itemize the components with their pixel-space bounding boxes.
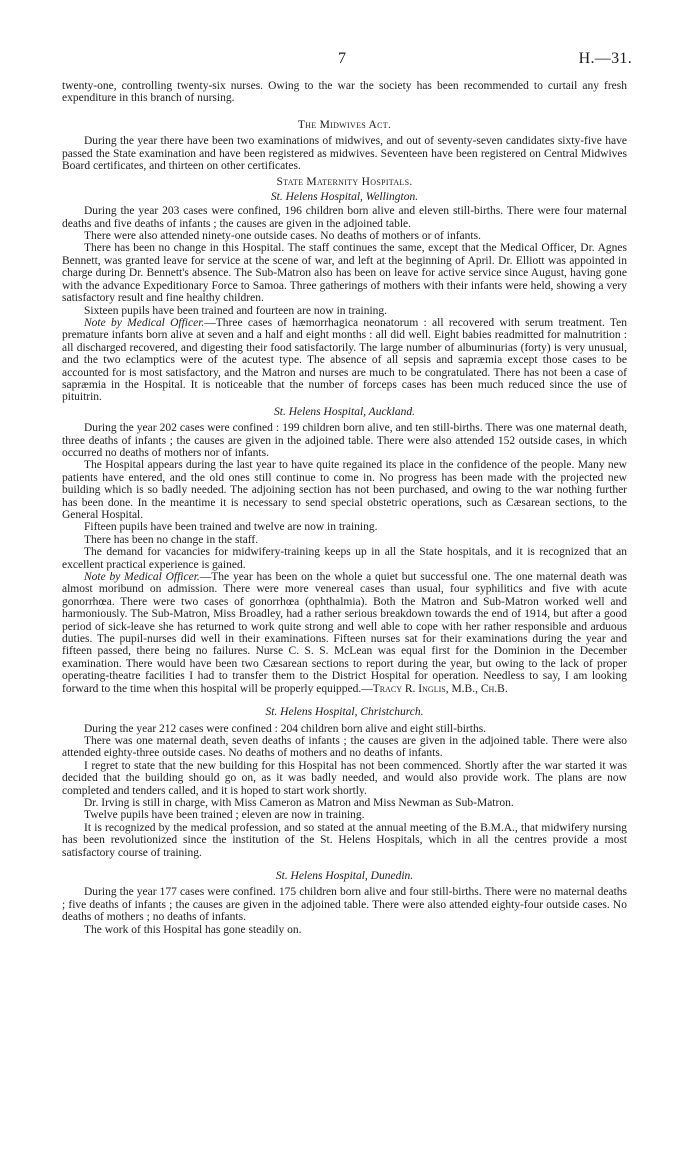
midwives-act-paragraph: During the year there have been two examinations of midwives, and out of seventy-seven candidates sixty-five have passed the State examination and have been registered as midwives. Seventeen have been registered on Central Midwives Board certificates, and thirteen on other certificates.: [62, 135, 627, 173]
medical-officer-signature: Tracy R. Inglis, M.B., Ch.B.: [372, 682, 508, 695]
wellington-medical-note: [62, 317, 627, 404]
auckland-paragraph: There has been no change in the staff.: [84, 533, 259, 546]
wellington-section: [62, 191, 627, 404]
auckland-medical-note: [62, 571, 627, 695]
dunedin-paragraph: The work of this Hospital has gone steadily on.: [84, 923, 302, 936]
christchurch-paragraph: It is recognized by the medical profession, and so stated at the annual meeting of the B.M.A., that midwifery nursing has been revolutionized since the institution of the St. Helens Hospitals, which in all the centres provide a most satisfactory course of training.: [62, 821, 627, 859]
christchurch-paragraph: Dr. Irving is still in charge, with Miss Cameron as Matron and Miss Newman as Sub-Matron.: [84, 796, 514, 809]
wellington-paragraph: There were also attended ninety-one outside cases. No deaths of mothers or of infants.: [84, 230, 481, 243]
wellington-paragraph: Sixteen pupils have been trained and fourteen are now in training.: [84, 304, 388, 317]
wellington-paragraph: There has been no change in this Hospital. The staff continues the same, except that the Medical Officer, Dr. Agnes Bennett, was granted leave for service at the scene of war, and left at the beginning of April. Dr. Elliott was appointed in charge during Dr. Bennett's absence. The Sub-Matron also has been on leave for active service since August, having gone with the advance Expeditionary Force to Samoa. Three gatherings of mothers with their infants were held, showing a very satisfactory result and fine healthy children.: [62, 242, 627, 305]
auckland-heading: St. Helens Hospital, Auckland.: [274, 405, 415, 418]
christchurch-paragraph: I regret to state that the new building for this Hospital has not been commenced. Shortly after the war started it was decided that the building should go on, as it was badly needed, and would also provide work. The plans are now completed and tenders called, and it is hoped to start work shortly.: [62, 759, 627, 797]
auckland-paragraph: During the year 202 cases were confined : 199 children born alive, and ten still-births. There was one maternal death, three deaths of infants ; the causes are given in the adjoined table. There were also attended 152 outside cases, in which occurred no deaths of mothers nor of infants.: [62, 422, 627, 459]
note-text: —Three cases of hæmorrhagica neonatorum : all recovered with serum treatment. Ten premature infants born alive at seven and a half and eight months : all did well. Eight babies readmitted for malnutrition : all discharged recovered, and digesting their food satisfactorily. The large number of albuminurias (forty) is very unusual, and the two eclamptics were of the acutest type. The absence of all sepsis and sapræmia except those cases to be accounted for is most satisfactory, and the Matron and nurses are much to be congratulated. There has not been a case of sapræmia in the Hospital. It is noticeable that the number of forceps cases has been much reduced since the use of pituitrin.: [62, 316, 627, 404]
dunedin-paragraph: During the year 177 cases were confined. 175 children born alive and four still-births. There were no maternal deaths ; five deaths of infants ; the causes are given in the adjoined table. There were also attended eighty-four outside cases. No deaths of mothers ; no deaths of infants.: [62, 886, 627, 924]
auckland-paragraph: Fifteen pupils have been trained and twelve are now in training.: [84, 521, 378, 534]
note-label: Note by Medical Officer.: [84, 571, 200, 584]
christchurch-paragraph: Twelve pupils have been trained ; eleven are now in training.: [84, 809, 365, 822]
auckland-section: [62, 406, 627, 695]
christchurch-paragraph: There was one maternal death, seven deaths of infants ; the causes are given in the adjoined table. There were also attended eighty-three outside cases. No deaths of mothers and no deaths of infants.: [62, 734, 627, 760]
note-label: Note by Medical Officer.: [84, 316, 205, 329]
auckland-paragraph: The demand for vacancies for midwifery-training keeps up in all the State hospitals, and it is recognized that an excellent practical experience is gained.: [62, 546, 627, 571]
christchurch-section: [62, 706, 627, 859]
intro-paragraph: twenty-one, controlling twenty-six nurses. Owing to the war the society has been recommended to curtail any fresh expenditure in this branch of nursing.: [62, 80, 627, 105]
document-reference: H.—31.: [578, 50, 632, 67]
wellington-heading: St. Helens Hospital, Wellington.: [270, 190, 419, 203]
note-text: —The year has been on the whole a quiet but successful one. The one maternal death was almost moribund on admission. There were more venereal cases than usual, four syphilitics and five with acute gonorrhœa. There were two cases of gonorrhœa (ophthalmia). Both the Matron and Sub-Matron worked well and harmoniously. The Sub-Matron, Miss Broadley, had a rather serious breakdown towards the end of 1914, but after a good period of sick-leave she has returned to work quite strong and well able to cope with her rather responsible and arduous duties. The pupil-nurses did well in their examinations. Fifteen nurses sat for their examinations during the year and fifteen passed, there being no failures. Nurse C. S. S. McLean was equal first for the Dominion in the December examination. There would have been two Cæsarean sections to report during the year, but owing to the lack of proper operating-theatre facilities I had to transfer them to the District Hospital for operation. Needless to say, I am looking forward to the time when this hospital will be properly equipped.—: [62, 571, 627, 695]
auckland-paragraph: The Hospital appears during the last year to have quite regained its place in the confidence of the people. Many new patients have entered, and the old ones still continue to come in. No progress has been made with the projected new building which is so badly needed. The adjoining section has not been purchased, and owing to the war nothing further has been done. In the meantime it is necessary to send special obstetric operations, such as Cæsarean sections, to the General Hospital.: [62, 459, 627, 521]
page-header: [0, 50, 700, 75]
page-number: 7: [338, 50, 346, 67]
christchurch-paragraph: During the year 212 cases were confined : 204 children born alive and eight still-births.: [84, 722, 487, 735]
dunedin-section: [62, 870, 627, 936]
midwives-act-heading: The Midwives Act.: [297, 118, 392, 131]
dunedin-heading: St. Helens Hospital, Dunedin.: [275, 869, 414, 882]
page-body: [62, 80, 627, 936]
wellington-paragraph: During the year 203 cases were confined, 196 children born alive and eleven still-births. There were four maternal deaths and five deaths of infants ; the causes are given in the adjoined table.: [62, 205, 627, 230]
christchurch-heading: St. Helens Hospital, Christchurch.: [265, 706, 424, 719]
state-maternity-heading: State Maternity Hospitals.: [276, 176, 413, 189]
